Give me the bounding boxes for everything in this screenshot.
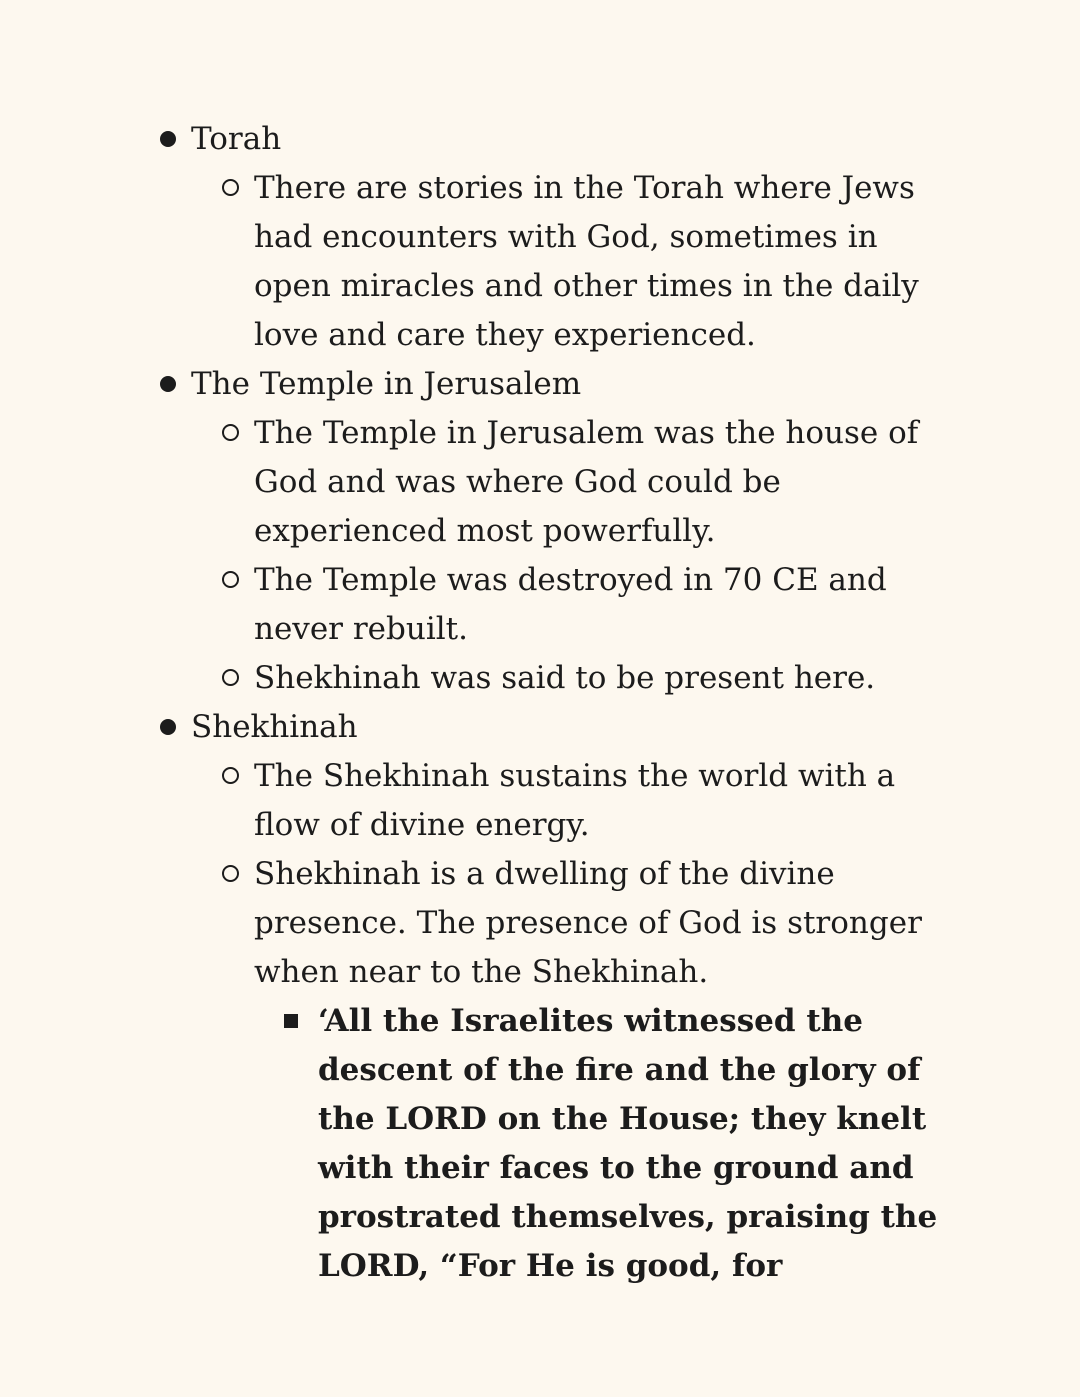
bullet-torah — [0, 115, 951, 164]
sub-bullet — [0, 556, 954, 654]
bullet-heading: Shekhinah — [191, 709, 358, 745]
sub-bullet — [0, 752, 954, 850]
sub-bullet-text: The Shekhinah sustains the world with a flow of divine energy. — [254, 758, 896, 843]
sub-bullet — [0, 164, 954, 360]
square-bullet-icon — [284, 997, 310, 1046]
sub-bullet — [0, 850, 954, 997]
sub-bullet — [0, 409, 954, 556]
sub-bullet — [0, 654, 954, 703]
sub-bullet-text: Shekhinah is a dwelling of the divine presence. The presence of God is stronger when near to the Shekhinah. — [254, 856, 922, 990]
hollow-bullet-icon — [222, 556, 248, 605]
filled-bullet-icon — [160, 360, 186, 409]
hollow-bullet-icon — [222, 654, 248, 703]
hollow-bullet-icon — [222, 409, 248, 458]
hollow-bullet-icon — [222, 164, 248, 213]
bullet-heading: The Temple in Jerusalem — [191, 366, 582, 402]
sub-bullet-text: The Temple was destroyed in 70 CE and never rebuilt. — [254, 562, 887, 647]
quote-bullet — [0, 997, 958, 1291]
bullet-heading: Torah — [191, 121, 282, 157]
bullet-temple — [0, 360, 951, 409]
sub-bullet-text: There are stories in the Torah where Jews had encounters with God, sometimes in open miracles and other times in the daily love and care they experienced. — [254, 170, 919, 353]
filled-bullet-icon — [160, 703, 186, 752]
sub-bullet-text: The Temple in Jerusalem was the house of God and was where God could be experienced most powerfully. — [254, 415, 919, 549]
bullet-shekhinah — [0, 703, 951, 752]
sub-bullet-text: Shekhinah was said to be present here. — [254, 660, 876, 696]
filled-bullet-icon — [160, 115, 186, 164]
quote-text: ‘All the Israelites witnessed the descent of the fire and the glory of the LORD on the House; they knelt with their faces to the ground and prostrated themselves, praising the LORD, “For He is good, for — [318, 1003, 938, 1284]
hollow-bullet-icon — [222, 850, 248, 899]
bullet-outline — [0, 115, 1080, 1291]
hollow-bullet-icon — [222, 752, 248, 801]
